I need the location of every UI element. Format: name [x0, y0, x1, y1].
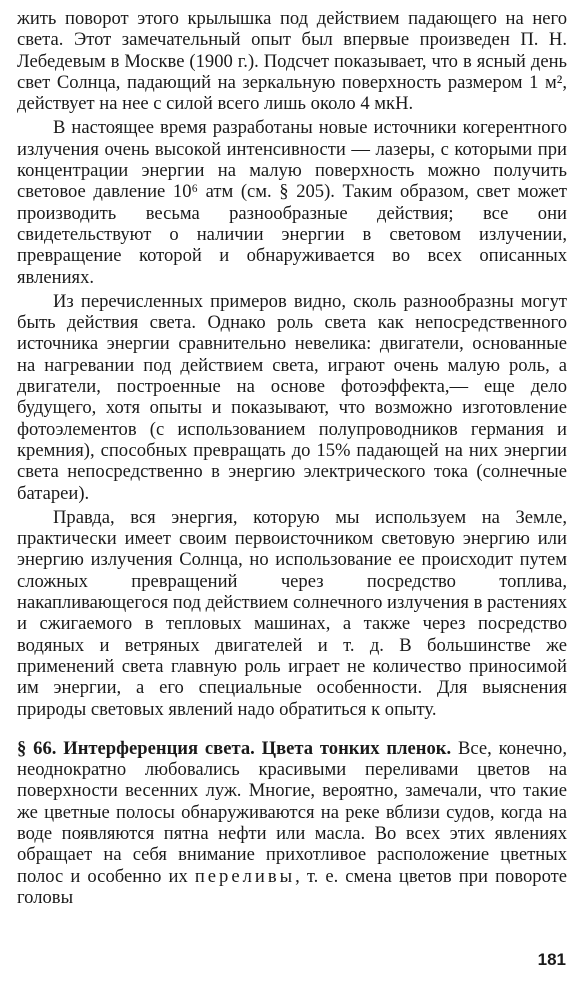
paragraph-solar-energy: Правда, вся энергия, которую мы используем на Земле, практически имеет своим первоисточником световую энергию или энергию излучения Солнца, но использование ее происходит путем сложных превращений через посредство топлива, накапливающегося под действием солнечного излучения в растениях и сжигаемого в тепловых машинах, а также через посредство водяных и ветряных двигателей и т. д. В большинстве же применений света главную роль играет не количество приносимой им энергии, а его специальные особенности. Для выяснения природы световых явлений надо обратиться к опыту. [17, 506, 567, 720]
page-body [17, 8, 567, 908]
paragraph-light-actions: Из перечисленных примеров видно, сколь разнообразны могут быть действия света. Однако роль света как непосредственного источника энергии сравнительно невелика: двигатели, основанные на нагревании под действием света, играют очень малую роль, а двигатели, построенные на основе фотоэффекта,— еще дело будущего, хотя опыты и показывают, что возможно изготовление фотоэлементов (с использованием полупроводников германия и кремния), способных превращать до 15% падающей на них энергии света непосредственно в энергию электрического тока (солнечные батареи). [17, 290, 567, 504]
paragraph-lasers: В настоящее время разработаны новые источники когерентного излучения очень высокой интенсивности — лазеры, с которыми при концентрации энергии на малую поверхность можно получить световое давление 10⁶ атм (см. § 205). Таким образом, свет может производить весьма разнообразные действия; все они свидетельствуют о наличии энергии в световом излучении, превращение которой и обнаруживается во всех описанных явлениях. [17, 117, 567, 288]
page-number: 181 [537, 950, 566, 969]
section-66-paragraph [17, 738, 567, 908]
section-text-start: Все, конечно, неоднократно любовались красивыми переливами цветов на поверхности весенних луж. Многие, вероятно, замечали, что такие же цветные полосы обнаруживаются на реке вблизи судов, когда на воде появляются пятна нефти или масла. Во всех этих явлениях обращает на себя внимание прихотливое расположение цветных полос и особенно их [17, 737, 567, 887]
section-text-end: , т. е. смена цветов при повороте головы [17, 865, 568, 908]
section-emphasis-word: переливы [194, 865, 296, 887]
paragraph-lebedev-experiment: жить поворот этого крылышка под действием падающего на него света. Этот замечательный опыт был впервые произведен П. Н. Лебедевым в Москве (1900 г.). Подсчет показывает, что в ясный день свет Солнца, падающий на зеркальную поверхность размером 1 м², действует на нее с силой всего лишь около 4 мкН. [17, 8, 567, 115]
section-heading: § 66. Интерференция света. Цвета тонких пленок. [17, 737, 452, 759]
